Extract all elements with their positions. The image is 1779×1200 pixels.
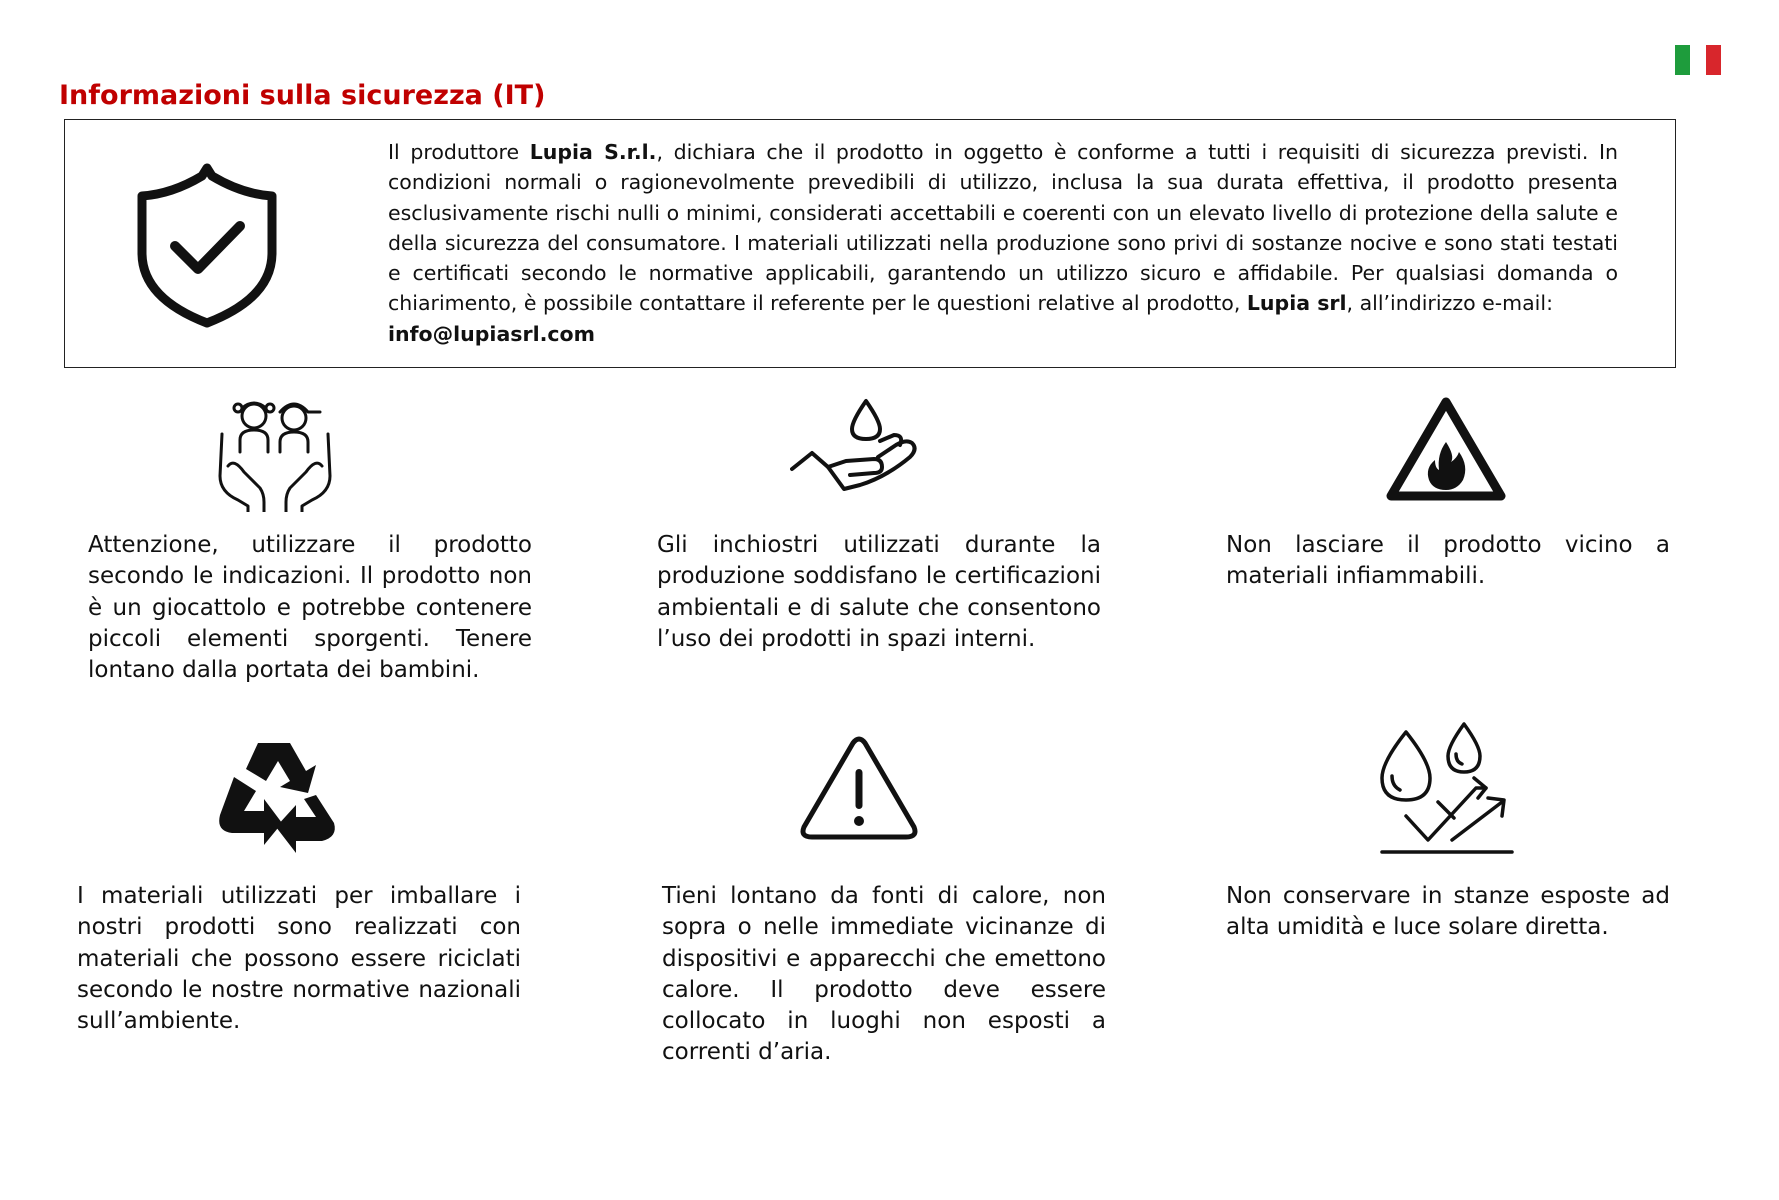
italian-flag-icon (1675, 45, 1721, 75)
recycle-icon (212, 737, 340, 861)
shield-check-icon (132, 158, 282, 333)
flammable-warning-icon (1385, 396, 1507, 502)
flag-stripe-red (1706, 45, 1721, 75)
warning-text-children: Attenzione, utilizzare il prodotto secondo le indicazioni. Il prodotto non è un giocattolo e potrebbe contenere piccoli elementi sporgenti. Tenere lontano dalla portata dei bambini. (88, 532, 532, 684)
declaration-part2: , dichiara che il prodotto in oggetto è conforme a tutti i requisiti di sicurezza previsti. In condizioni normali o ragionevolmente prevedibili di utilizzo, inclusa la sua durata effettiva, il prodotto presenta esclusivamente rischi nulli o minimi, considerati accettabili e coerenti con un elevato livello di protezione della salute e della sicurezza del consumatore. I materiali utilizzati nella produzione sono privi di sostanze nocive e sono stati testati e certificati secondo le normative applicabili, garantendo un utilizzo sicuro e affidabile. Per qualsiasi domanda o chiarimento, è possibile contattare il referente per le questioni relative al prodotto, (388, 140, 1619, 316)
producer-name: Lupia S.r.l. (529, 140, 657, 164)
exclamation-warning-icon (798, 733, 920, 843)
page-title: Informazioni sulla sicurezza (IT) (59, 80, 546, 111)
flag-stripe-green (1675, 45, 1690, 75)
declaration-part1: Il produttore (388, 140, 530, 164)
flag-stripe-white (1690, 45, 1705, 75)
children-hands-icon (214, 396, 336, 512)
declaration-text (388, 137, 1618, 349)
hand-water-drop-icon (790, 397, 924, 497)
warning-text-humidity: Non conservare in stanze esposte ad alta umidità e luce solare diretta. (1226, 883, 1670, 941)
warning-text-inks: Gli inchiostri utilizzati durante la produzione soddisfano le certificazioni ambientali e di salute che consentono l’uso dei prodotti in spazi interni. (657, 532, 1101, 652)
declaration-part3: , all’indirizzo e-mail: (1346, 291, 1553, 316)
contact-email: info@lupiasrl.com (388, 321, 596, 346)
contact-name: Lupia srl (1246, 291, 1347, 316)
warning-text-heat: Tieni lontano da fonti di calore, non sopra o nelle immediate vicinanze di dispositivi e apparecchi che emettono calore. Il prodotto deve essere collocato in luoghi non esposti a correnti d’aria. (662, 883, 1106, 1066)
warning-text-recycle: I materiali utilizzati per imballare i nostri prodotti sono realizzati con materiali che possono essere riciclati secondo le nostre normative nazionali sull’ambiente. (77, 883, 521, 1035)
humidity-icon (1378, 720, 1514, 856)
warning-text-flammable: Non lasciare il prodotto vicino a materiali infiammabili. (1226, 532, 1670, 590)
